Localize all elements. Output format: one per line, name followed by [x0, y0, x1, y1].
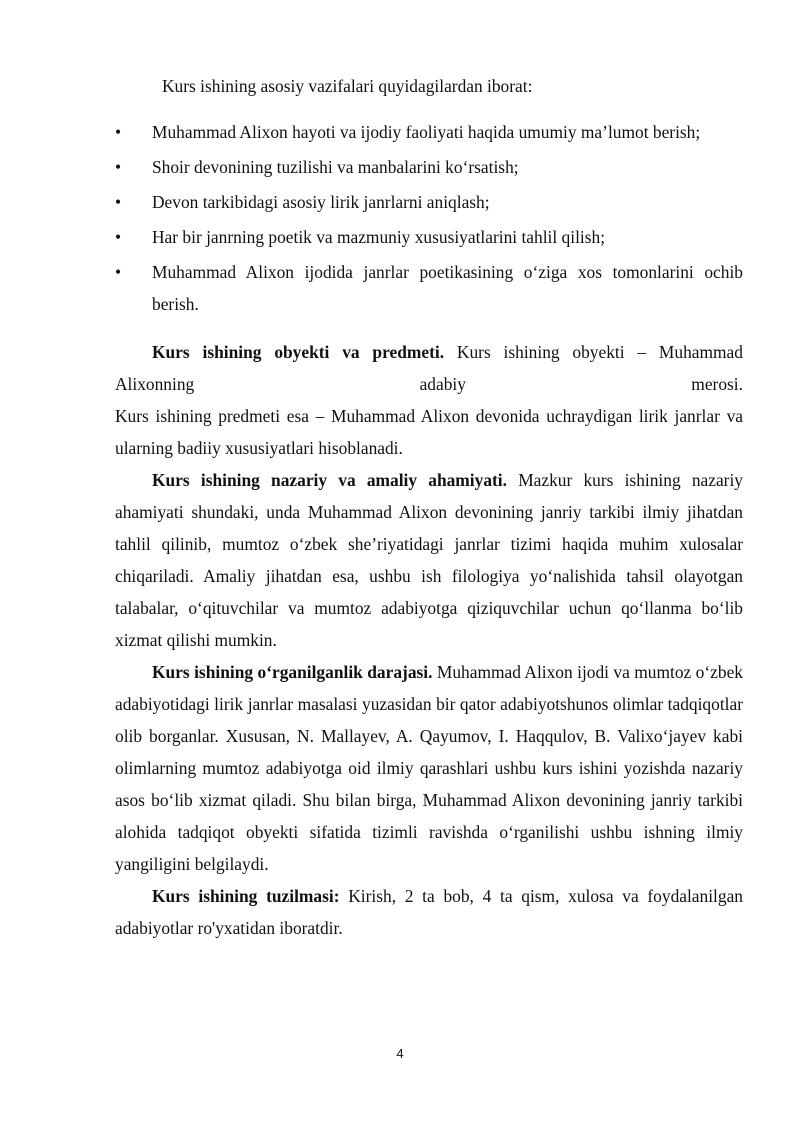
task-text: Devon tarkibidagi asosiy lirik janrlarni aniqlash; — [152, 192, 490, 212]
bullet-icon: • — [115, 192, 122, 212]
section-significance — [115, 464, 743, 656]
list-item — [115, 186, 743, 218]
section-object-subject — [115, 336, 743, 464]
bullet-icon: • — [115, 227, 122, 247]
task-text: Muhammad Alixon ijodida janrlar poetikasining o‘ziga xos tomonlarini ochib berish. — [152, 262, 743, 314]
task-text: Muhammad Alixon hayoti va ijodiy faoliyati haqida umumiy ma’lumot berish; — [152, 122, 701, 142]
section-body: Mazkur kurs ishining nazariy ahamiyati shundaki, unda Muhammad Alixon devonining janriy tarkibi ilmiy jihatdan tahlil qilinib, mumtoz o‘zbek she’riyatidagi janrlar tizimi haqida muhim xulosalar chiqariladi. Amaliy jihatdan esa, ushbu ish filologiya yo‘nalishida tahsil olayotgan talabalar, o‘qituvchilar va mumtoz adabiyotga qiziquvchilar uchun qo‘llanma bo‘lib xizmat qilishi mumkin. — [115, 470, 743, 650]
section-heading: Kurs ishining obyekti va predmeti. — [152, 342, 445, 362]
section-study-level — [115, 656, 743, 880]
list-item — [115, 151, 743, 183]
section-heading: Kurs ishining tuzilmasi: — [152, 886, 340, 906]
tasks-intro: Kurs ishining asosiy vazifalari quyidagilardan iborat: — [162, 76, 533, 96]
section-first-line-text: Kurs ishining obyekti – Muhammad Alixonning adabiy merosi. — [115, 342, 743, 394]
section-body: Kurs ishining predmeti esa – Muhammad Alixon devonida uchraydigan lirik janrlar va ularning badiiy xususiyatlari hisoblanadi. — [115, 406, 743, 458]
bullet-icon: • — [115, 122, 122, 142]
section-body: Muhammad Alixon ijodi va mumtoz o‘zbek adabiyotidagi lirik janrlar masalasi yuzasidan bir qator adabiyotshunos olimlar tadqiqotlar olib borganlar. Xususan, N. Mallayev, A. Qayumov, I. Haqqulov, B. Valixo‘jayev kabi olimlarning mumtoz adabiyotga oid ilmiy qarashlari ushbu kurs ishini yozishda nazariy asos bo‘lib xizmat qiladi. Shu bilan birga, Muhammad Alixon devonining janriy tarkibi alohida tadqiqot obyekti sifatida tizimli ravishda o‘rganilishi ushbu ishning ilmiy yangiligini belgilaydi. — [115, 662, 743, 874]
document-page — [115, 70, 743, 944]
section-body: Kirish, 2 ta bob, 4 ta qism, xulosa va foydalanilgan adabiyotlar ro'yxatidan iboratdir. — [115, 886, 743, 938]
section-structure — [115, 880, 743, 944]
tasks-list — [115, 116, 743, 320]
section-first-line — [115, 336, 743, 400]
list-item — [115, 256, 743, 320]
task-text: Shoir devonining tuzilishi va manbalarini ko‘rsatish; — [152, 157, 519, 177]
page-number: 4 — [396, 1046, 404, 1061]
section-heading: Kurs ishining nazariy va amaliy ahamiyati. — [152, 470, 507, 490]
bullet-icon: • — [115, 157, 122, 177]
section-heading: Kurs ishining o‘rganilganlik darajasi. — [152, 662, 433, 682]
bullet-icon: • — [115, 262, 122, 282]
list-item — [115, 221, 743, 253]
list-item — [115, 116, 743, 148]
task-text: Har bir janrning poetik va mazmuniy xususiyatlarini tahlil qilish; — [152, 227, 606, 247]
